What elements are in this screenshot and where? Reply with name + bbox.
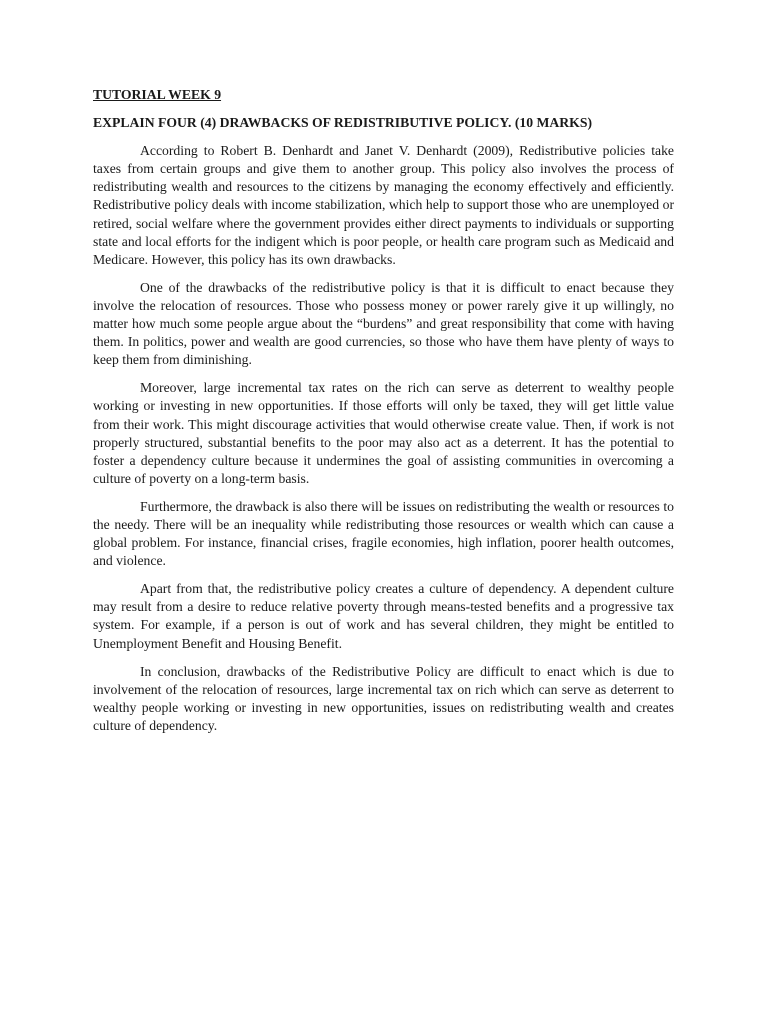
document-page xyxy=(93,86,674,745)
paragraph-conclusion: In conclusion, drawbacks of the Redistributive Policy are difficult to enact which is due to involvement of the relocation of resources, large incremental tax on rich which can serve as deterrent to wealthy people working or investing in new opportunities, issues on redistributing wealth and creates culture of dependency. xyxy=(93,663,674,733)
paragraph-drawback-4: Apart from that, the redistributive policy creates a culture of dependency. A dependent culture may result from a desire to reduce relative poverty through means-tested benefits and a progressive tax system. For example, if a person is out of work and has several children, they might be entitled to Unemployment Benefit and Housing Benefit. xyxy=(93,581,674,651)
question-heading: EXPLAIN FOUR (4) DRAWBACKS OF REDISTRIBUTIVE POLICY. (10 MARKS) xyxy=(93,115,593,131)
paragraph-introduction: According to Robert B. Denhardt and Janet V. Denhardt (2009), Redistributive policies take taxes from certain groups and give them to another group. This policy also involves the process of redistributing wealth and resources to the citizens by managing the economy effectively and efficiently. Redistributive policy deals with income stabilization, which help to support those who are unemployed or retired, social welfare where the government provides either direct payments to individuals or supporting state and local efforts for the indigent which is poor people, or health care program such as Medicaid and Medicare. However, this policy has its own drawbacks. xyxy=(93,143,674,267)
paragraph-drawback-2: Moreover, large incremental tax rates on the rich can serve as deterrent to wealthy people working or investing in new opportunities. If those efforts will only be taxed, they will get little value from their work. This might discourage activities that would otherwise create value. Then, if work is not properly structured, substantial benefits to the poor may also act as a deterrent. It has the potential to foster a dependency culture because it undermines the goal of assisting communities in overcoming a culture of poverty on a long-term basis. xyxy=(93,380,674,486)
document-title: TUTORIAL WEEK 9 xyxy=(93,87,222,102)
paragraph-drawback-1: One of the drawbacks of the redistributive policy is that it is difficult to enact because they involve the relocation of resources. Those who possess money or power rarely give it up willingly, no matter how much some people argue about the “burdens” and great responsibility that come with having them. In politics, power and wealth are good currencies, so those who have them have plenty of ways to keep them from diminishing. xyxy=(93,279,674,368)
paragraph-drawback-3: Furthermore, the drawback is also there will be issues on redistributing the wealth or resources to the needy. There will be an inequality while redistributing those resources or wealth which can cause a global problem. For instance, financial crises, fragile economies, high inflation, poorer health outcomes, and violence. xyxy=(93,498,674,569)
